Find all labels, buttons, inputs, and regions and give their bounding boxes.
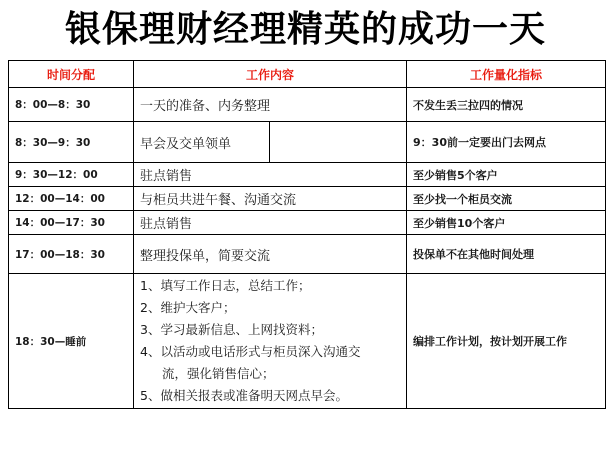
task-item-continuation: 流，强化销售信心； (162, 366, 275, 381)
row-metric: 至少销售10个客户 (407, 211, 606, 235)
row-metric: 编排工作计划，按计划开展工作 (407, 274, 606, 409)
task-list (140, 275, 400, 407)
row-content: 一天的准备、内务整理 (134, 88, 407, 122)
table-row (9, 88, 606, 122)
task-item: 4、以活动或电话形式与柜员深入沟通交 (140, 344, 361, 359)
row-metric: 至少找一个柜员交流 (407, 187, 606, 211)
table-row (9, 122, 606, 163)
row-content: 与柜员共进午餐、沟通交流 (134, 187, 407, 211)
task-item: 5、做相关报表或准备明天网点早会。 (140, 388, 348, 403)
row-time: 18：30—睡前 (9, 274, 134, 409)
row-time: 8：30—9：30 (9, 122, 134, 163)
table-row (9, 211, 606, 235)
row-content (134, 274, 407, 409)
row-metric: 9：30前一定要出门去网点 (407, 122, 606, 163)
row-time: 9：30—12：00 (9, 163, 134, 187)
table-row (9, 235, 606, 274)
row-metric: 投保单不在其他时间处理 (407, 235, 606, 274)
header-metric: 工作量化指标 (407, 61, 606, 88)
table-row (9, 274, 606, 409)
row-time: 8：00—8：30 (9, 88, 134, 122)
row-time: 12：00—14：00 (9, 187, 134, 211)
row-content: 驻点销售 (134, 163, 407, 187)
row-content: 驻点销售 (134, 211, 407, 235)
row-time: 14：00—17：30 (9, 211, 134, 235)
header-content: 工作内容 (134, 61, 407, 88)
row-empty-cell (270, 122, 407, 163)
task-item: 2、维护大客户； (140, 300, 236, 315)
task-item: 1、填写工作日志，总结工作； (140, 278, 311, 293)
task-item: 3、学习最新信息、上网找资料； (140, 322, 323, 337)
row-time: 17：00—18：30 (9, 235, 134, 274)
row-metric: 不发生丢三拉四的情况 (407, 88, 606, 122)
schedule-table (8, 60, 606, 409)
table-row (9, 163, 606, 187)
page-title: 银保理财经理精英的成功一天 (64, 9, 546, 50)
table-row (9, 187, 606, 211)
table-header-row (9, 61, 606, 88)
row-content: 整理投保单，简要交流 (134, 235, 407, 274)
row-metric: 至少销售5个客户 (407, 163, 606, 187)
header-time: 时间分配 (9, 61, 134, 88)
row-content: 早会及交单领单 (134, 122, 270, 163)
